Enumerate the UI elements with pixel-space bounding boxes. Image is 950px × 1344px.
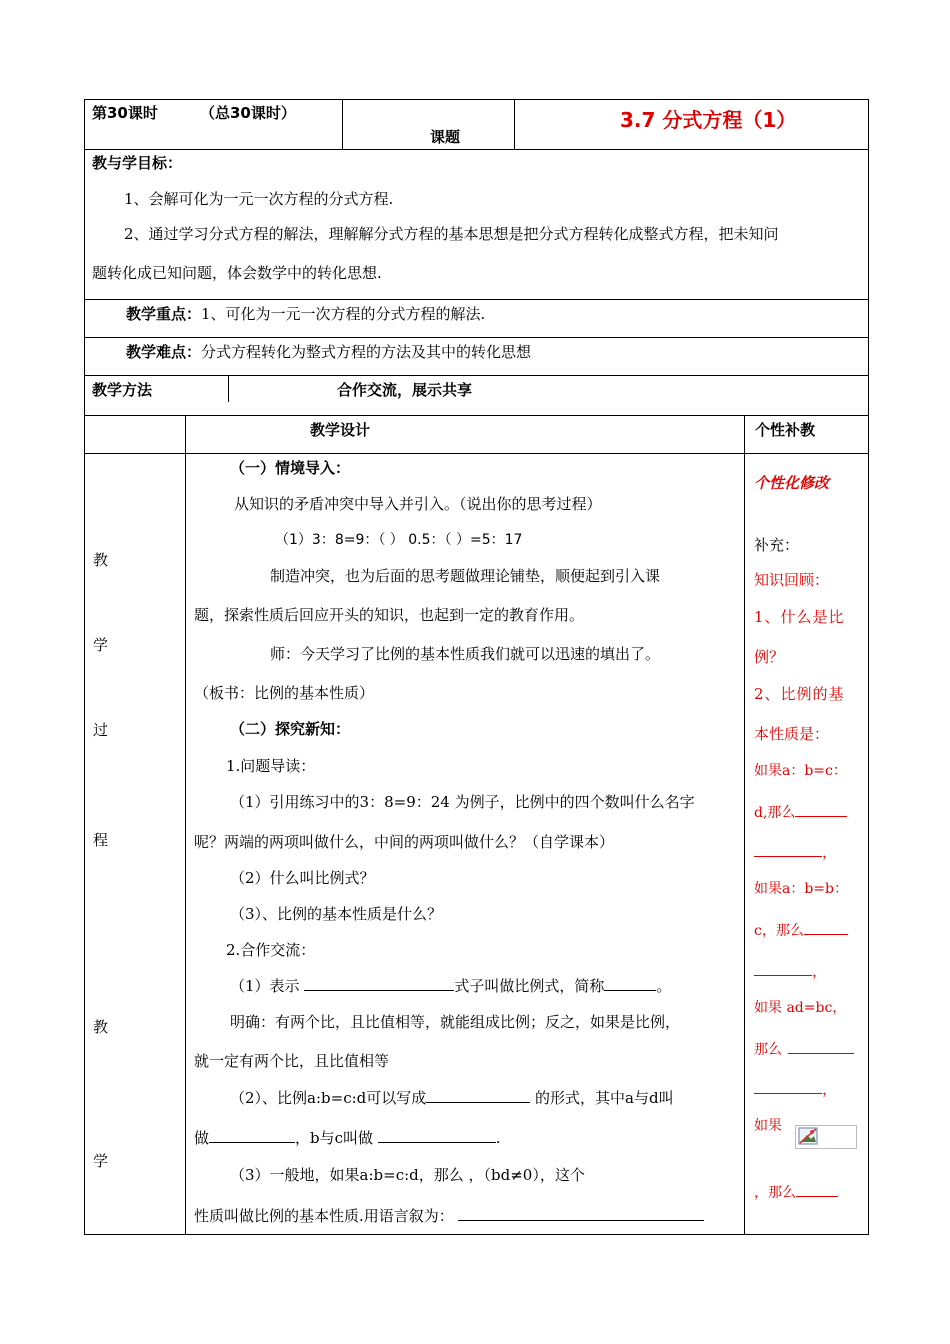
supplement-f1: 如果a：b=c： xyxy=(754,763,847,779)
lesson-number: 第30课时 xyxy=(92,104,158,122)
section-1-p5: （板书：比例的基本性质） xyxy=(194,684,375,702)
supplement-q2: 2、比例的基 xyxy=(754,685,845,703)
key-point-text: 1、可化为一元一次方程的分式方程的解法. xyxy=(201,305,486,323)
supplement-f2: ， xyxy=(754,961,827,981)
goal-item-1: 1、会解可化为一元一次方程的分式方程. xyxy=(124,190,394,208)
section-2-q: 1.问题导读： xyxy=(226,757,316,775)
supplement-review: 知识回顾： xyxy=(754,571,830,589)
difficulty-text: 分式方程转化为整式方程的方法及其中的转化思想 xyxy=(201,343,532,361)
supplement-f1: d,那么 xyxy=(754,802,847,823)
section-2-title: （二）探究新知： xyxy=(230,720,351,738)
left-column-char: 过 xyxy=(93,721,109,739)
blank-field xyxy=(378,1128,496,1143)
key-point-label: 教学重点： xyxy=(126,305,202,323)
section-2-q1-line1: （1）引用练习中的3：8=9：24 为例子，比例中的四个数叫什么名字 xyxy=(230,793,695,811)
section-1-p4: 师：今天学习了比例的基本性质我们就可以迅速的填出了。 xyxy=(270,645,661,663)
method-text: 合作交流，展示共享 xyxy=(337,381,473,399)
goal-item-2-line1: 2、通过学习分式方程的解法，理解解分式方程的基本思想是把分式方程转化成整式方程，把未知问 xyxy=(124,225,779,243)
supplement-header: 个性补教 xyxy=(755,421,816,439)
blank-field xyxy=(304,976,454,991)
supplement-q2: 本性质是： xyxy=(754,725,830,743)
left-column-char: 程 xyxy=(93,831,109,849)
section-2-c3-line1: （2）、比例a:b=c:d可以写成 的形式，其中a与d叫 xyxy=(230,1089,674,1107)
blank-field xyxy=(604,976,656,991)
topic-label: 课题 xyxy=(430,128,461,146)
blank-field xyxy=(754,961,812,976)
supplement-title: 个性化修改 xyxy=(754,474,830,492)
left-column-char: 学 xyxy=(93,636,109,654)
blank-field xyxy=(804,920,848,935)
topic-title: 3.7 分式方程（1） xyxy=(620,108,797,132)
supplement-f3: 那么 xyxy=(754,1039,854,1060)
section-2-c: 2.合作交流： xyxy=(226,941,316,959)
method-label: 教学方法 xyxy=(92,381,153,399)
method-section xyxy=(84,375,869,416)
goal-item-2-line2: 题转化成已知问题，体会数学中的转化思想. xyxy=(92,264,382,282)
goals-heading: 教与学目标： xyxy=(92,154,183,172)
section-2-c4-line2: 性质叫做比例的基本性质.用语言叙为： xyxy=(194,1206,704,1226)
supplement-f4: 如果 xyxy=(754,1118,782,1134)
left-column-char: 学 xyxy=(93,1152,109,1170)
supplement-f2: 如果a：b=b： xyxy=(754,881,849,897)
left-column-char: 教 xyxy=(93,1018,109,1036)
design-header: 教学设计 xyxy=(310,421,371,439)
section-2-c2-line1: 明确：有两个比，且比值相等，就能组成比例；反之，如果是比例， xyxy=(230,1013,681,1031)
blank-field xyxy=(209,1128,295,1143)
supplement-f2: c，那么 xyxy=(754,920,848,941)
blank-field xyxy=(754,842,822,857)
section-1-title: （一）情境导入： xyxy=(230,459,351,477)
section-2-c4-line1: （3）一般地，如果a:b=c:d，那么 ，（bd≠0），这个 xyxy=(230,1166,585,1184)
blank-field xyxy=(796,1182,838,1197)
blank-field xyxy=(788,1039,854,1054)
blank-field xyxy=(458,1206,704,1221)
section-1-p3-line2: 题，探索性质后回应开头的知识，也起到一定的教育作用。 xyxy=(194,606,585,624)
lesson-total: （总30课时） xyxy=(200,104,296,122)
left-column-char: 教 xyxy=(93,551,109,569)
supplement-f3: 如果 ad=bc， xyxy=(754,1000,847,1016)
difficulty-label: 教学难点： xyxy=(126,343,202,361)
section-2-c3-line2: 做 ，b与c叫做 . xyxy=(194,1129,501,1147)
supplement-f1: ， xyxy=(754,842,837,862)
blank-field xyxy=(426,1088,530,1103)
supplement-q1: 1、什么是比 xyxy=(754,608,845,626)
section-2-q3: （3）、比例的基本性质是什么？ xyxy=(230,905,443,923)
supplement-f3: ， xyxy=(754,1079,837,1099)
supplement-add: 补充： xyxy=(754,536,800,554)
section-2-c2-line2: 就一定有两个比，且比值相等 xyxy=(194,1052,390,1070)
section-1-p1: 从知识的矛盾冲突中导入并引入。（说出你的思考过程） xyxy=(234,495,602,513)
section-1-p3-line1: 制造冲突，也为后面的思考题做理论铺垫，顺便起到引入课 xyxy=(270,567,661,585)
blank-field xyxy=(795,802,847,817)
section-2-q2: （2）什么叫比例式？ xyxy=(230,869,375,887)
blank-field xyxy=(754,1079,822,1094)
section-1-p2: （1）3：8=9：（ ） 0.5：（ ）=5：17 xyxy=(275,532,523,548)
section-2-q1-line2: 呢？两端的两项叫做什么，中间的两项叫做什么？（自学课本） xyxy=(194,833,615,851)
supplement-q1: 例？ xyxy=(754,648,785,666)
section-2-c1: （1）表示 式子叫做比例式，简称 。 xyxy=(230,977,672,995)
supplement-f4: ，那么 xyxy=(754,1182,838,1203)
broken-image-icon xyxy=(795,1125,857,1149)
design-header-row xyxy=(84,415,869,454)
